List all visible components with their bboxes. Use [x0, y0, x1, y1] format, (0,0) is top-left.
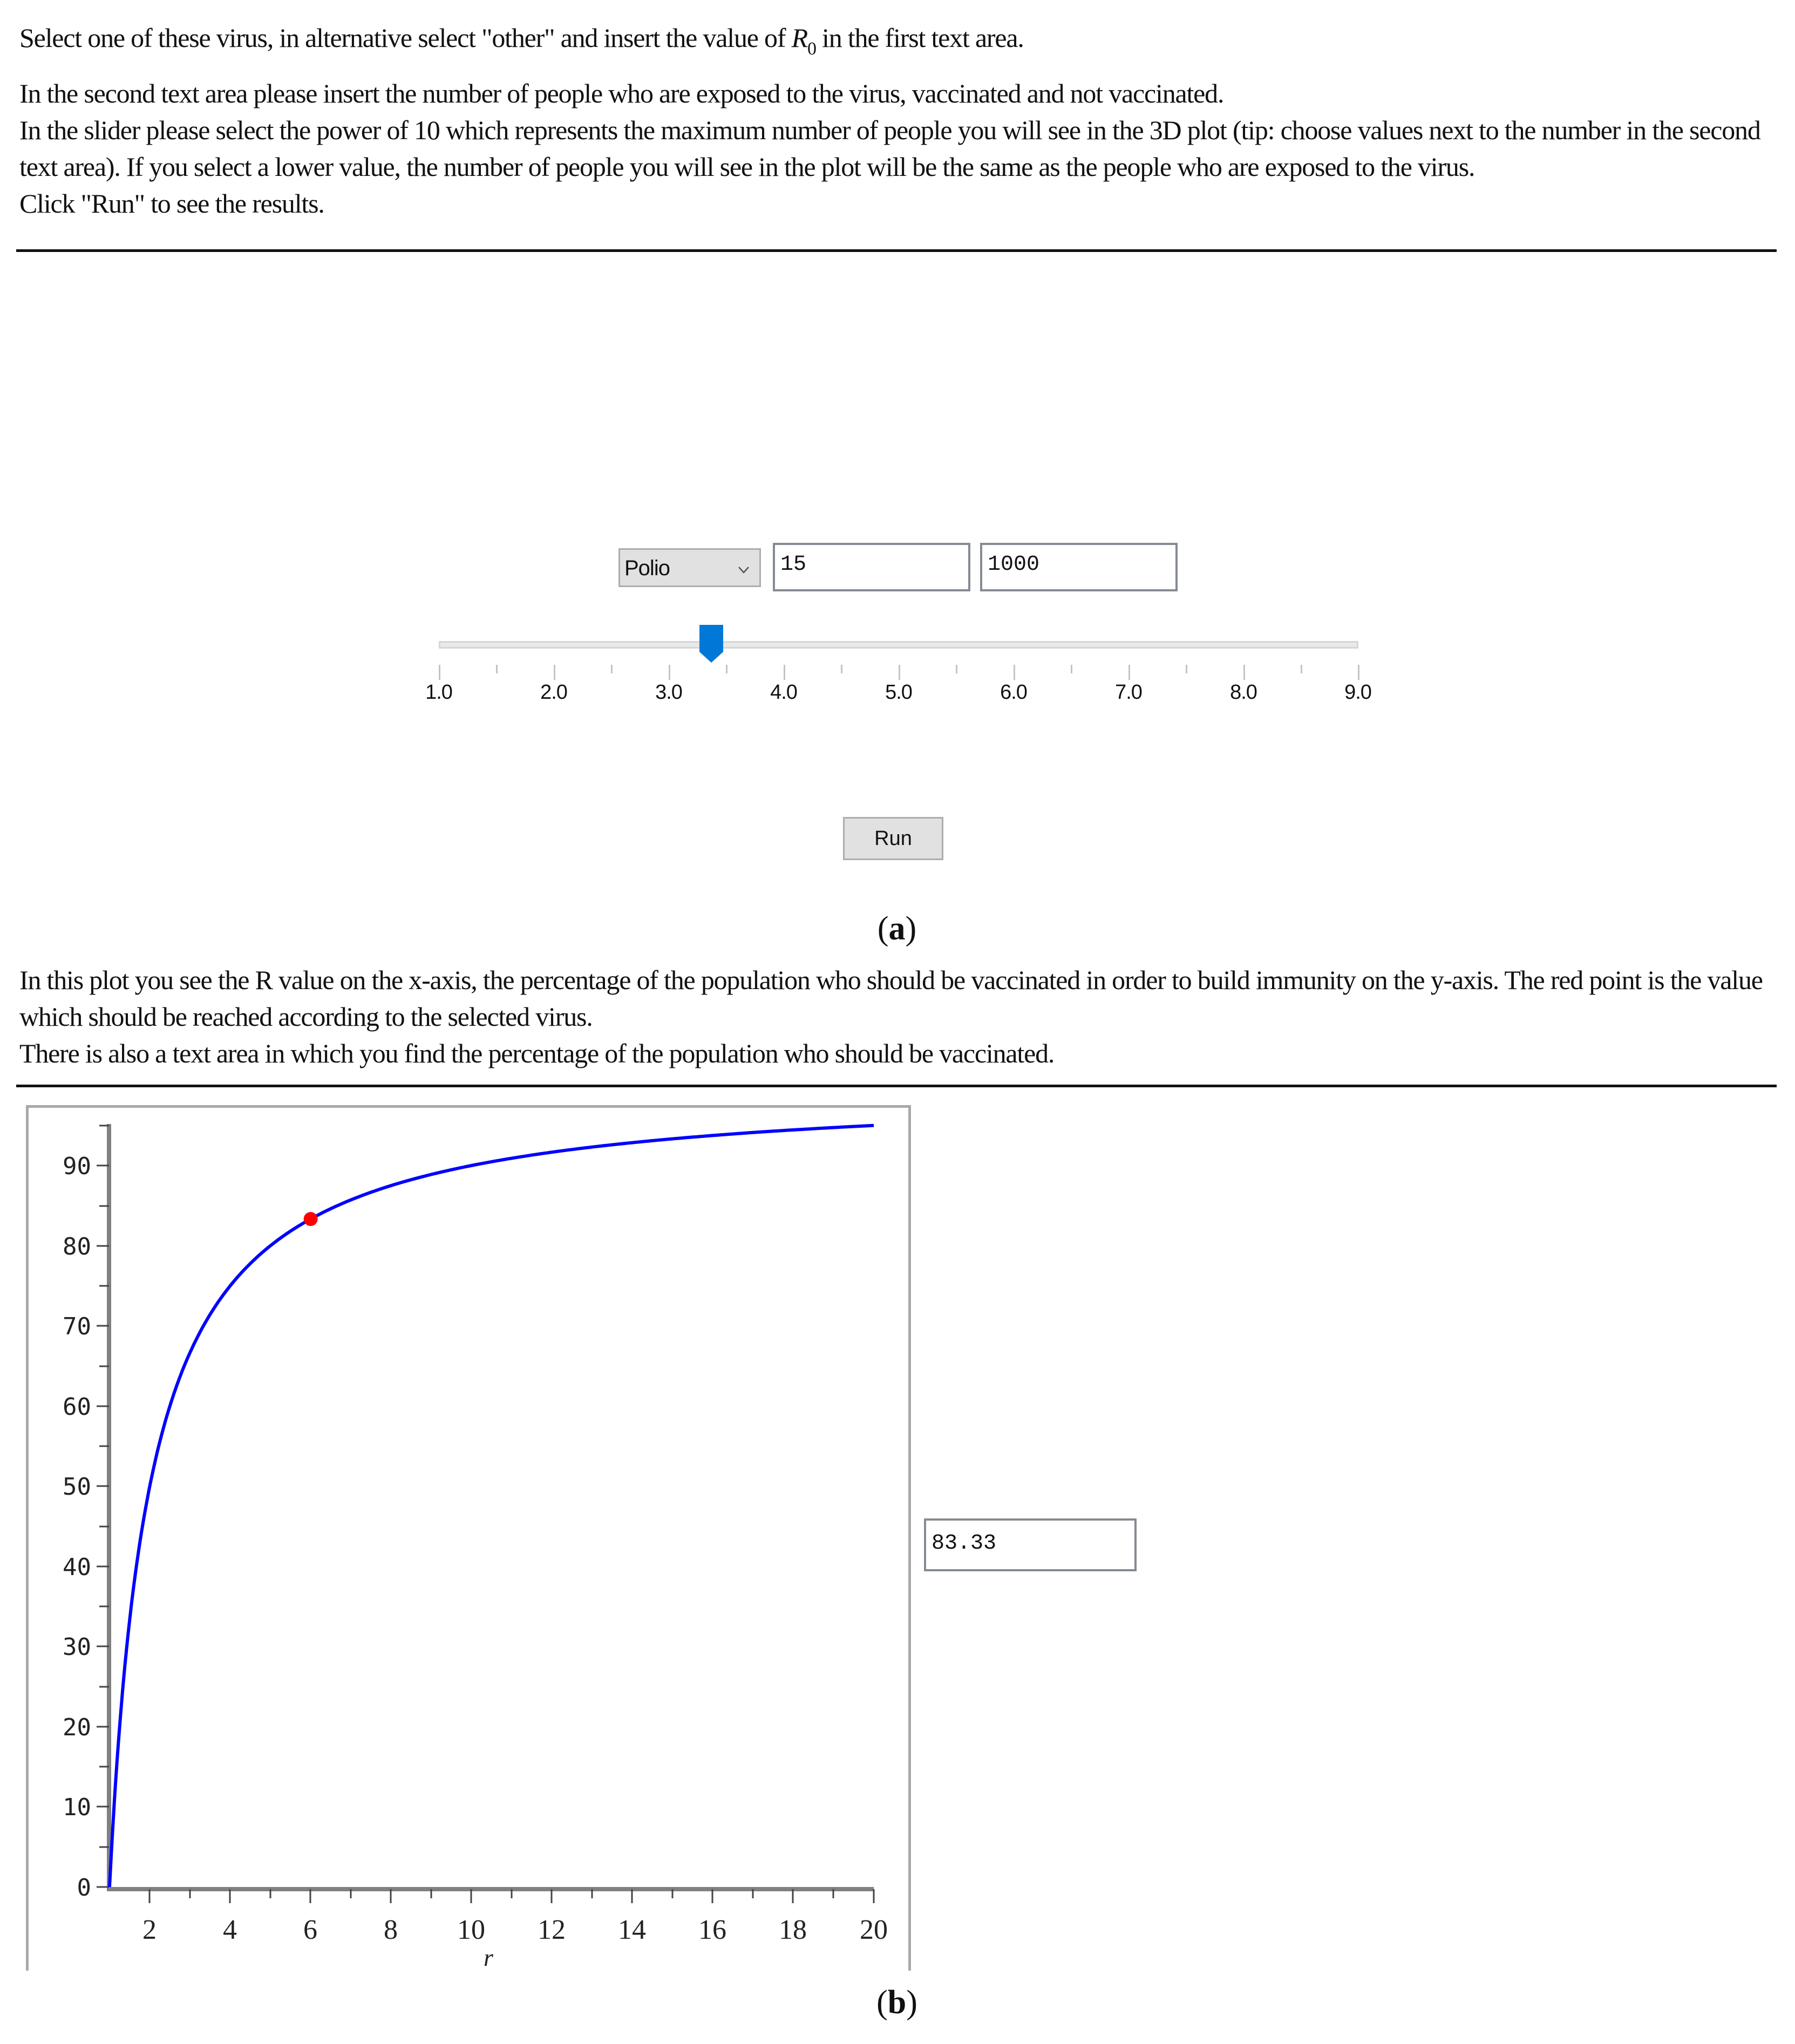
svg-text:14: 14: [618, 1914, 646, 1945]
svg-text:20: 20: [860, 1914, 888, 1945]
instruction-line-1: Select one of these virus, in alternative select "other" and insert the value of $R_0$ in the first text area.: [19, 23, 1024, 59]
vaccination-percentage-value: 83.33: [932, 1531, 997, 1556]
instruction-line-4: Click "Run" to see the results.: [19, 188, 324, 219]
figure-caption-b: (b): [876, 1984, 917, 2021]
slider-tick-label: 6.0: [1000, 681, 1027, 704]
section-divider-bottom: [16, 1085, 1777, 1087]
svg-text:2: 2: [142, 1914, 157, 1945]
plot-canvas: [29, 1108, 908, 1971]
slider-tick-label: 3.0: [655, 681, 682, 704]
section-divider-top: [16, 249, 1777, 252]
vaccination-percentage-output[interactable]: [924, 1518, 1137, 1571]
chevron-down-icon: [738, 564, 750, 576]
threshold-curve: [110, 1126, 874, 1887]
svg-text:16: 16: [698, 1914, 726, 1945]
figure-caption-a: (a): [877, 910, 917, 947]
svg-text:50: 50: [63, 1473, 91, 1501]
run-button[interactable]: Run: [843, 817, 943, 860]
instructions-text: [19, 19, 1776, 222]
svg-text:18: 18: [779, 1914, 807, 1945]
svg-text:40: 40: [63, 1554, 91, 1581]
instruction-line-2: In the second text area please insert the number of people who are exposed to the virus, vaccinated and not vaccinated.: [19, 78, 1224, 108]
y-tick-labels: [63, 1153, 91, 1902]
slider-tick-label: 4.0: [770, 681, 797, 704]
svg-text:8: 8: [384, 1914, 398, 1945]
plot-description-line-1: In this plot you see the R value on the x-axis, the percentage of the population who should be vaccinated in order to build immunity on the y-axis. The red point is the value which should be reached according to the selected virus.: [19, 965, 1763, 1032]
slider-tick-label: 8.0: [1230, 681, 1257, 704]
svg-text:90: 90: [63, 1153, 91, 1180]
slider-tick-label: 2.0: [540, 681, 567, 704]
virus-select[interactable]: [618, 548, 761, 587]
svg-text:10: 10: [457, 1914, 485, 1945]
svg-text:0: 0: [77, 1874, 91, 1902]
red-target-point: [304, 1212, 318, 1226]
instruction-line-3: In the slider please select the power of 10 which represents the maximum number of people you will see in the 3D plot (tip: choose values next to the number in the second text area). If you select a lower value, the number of people you will see in the plot will be the same as the people who are exposed to the virus.: [19, 115, 1760, 182]
svg-text:30: 30: [63, 1633, 91, 1661]
x-tick-labels: [142, 1914, 888, 1945]
svg-text:60: 60: [63, 1393, 91, 1421]
r0-input-value: 15: [780, 553, 807, 577]
svg-text:80: 80: [63, 1233, 91, 1261]
plot-description: [19, 962, 1776, 1072]
slider-tick-label: 5.0: [885, 681, 912, 704]
x-axis-label: r: [484, 1944, 493, 1971]
plot-description-line-2: There is also a text area in which you find the percentage of the population who should be vaccinated.: [19, 1038, 1055, 1068]
svg-text:4: 4: [223, 1914, 237, 1945]
svg-text:6: 6: [303, 1914, 317, 1945]
slider-thumb[interactable]: [699, 625, 723, 663]
vaccination-plot: [26, 1105, 911, 1971]
svg-text:12: 12: [538, 1914, 566, 1945]
virus-select-value: Polio: [624, 556, 670, 580]
power-of-ten-slider[interactable]: [439, 641, 1358, 649]
slider-tick-label: 7.0: [1115, 681, 1142, 704]
r0-input[interactable]: [773, 543, 970, 591]
people-count-input[interactable]: [980, 543, 1178, 591]
svg-text:20: 20: [63, 1714, 91, 1741]
slider-tick-label: 9.0: [1344, 681, 1371, 704]
slider-tick-label: 1.0: [425, 681, 452, 704]
svg-text:10: 10: [63, 1794, 91, 1821]
svg-text:70: 70: [63, 1313, 91, 1340]
people-count-input-value: 1000: [988, 553, 1040, 577]
